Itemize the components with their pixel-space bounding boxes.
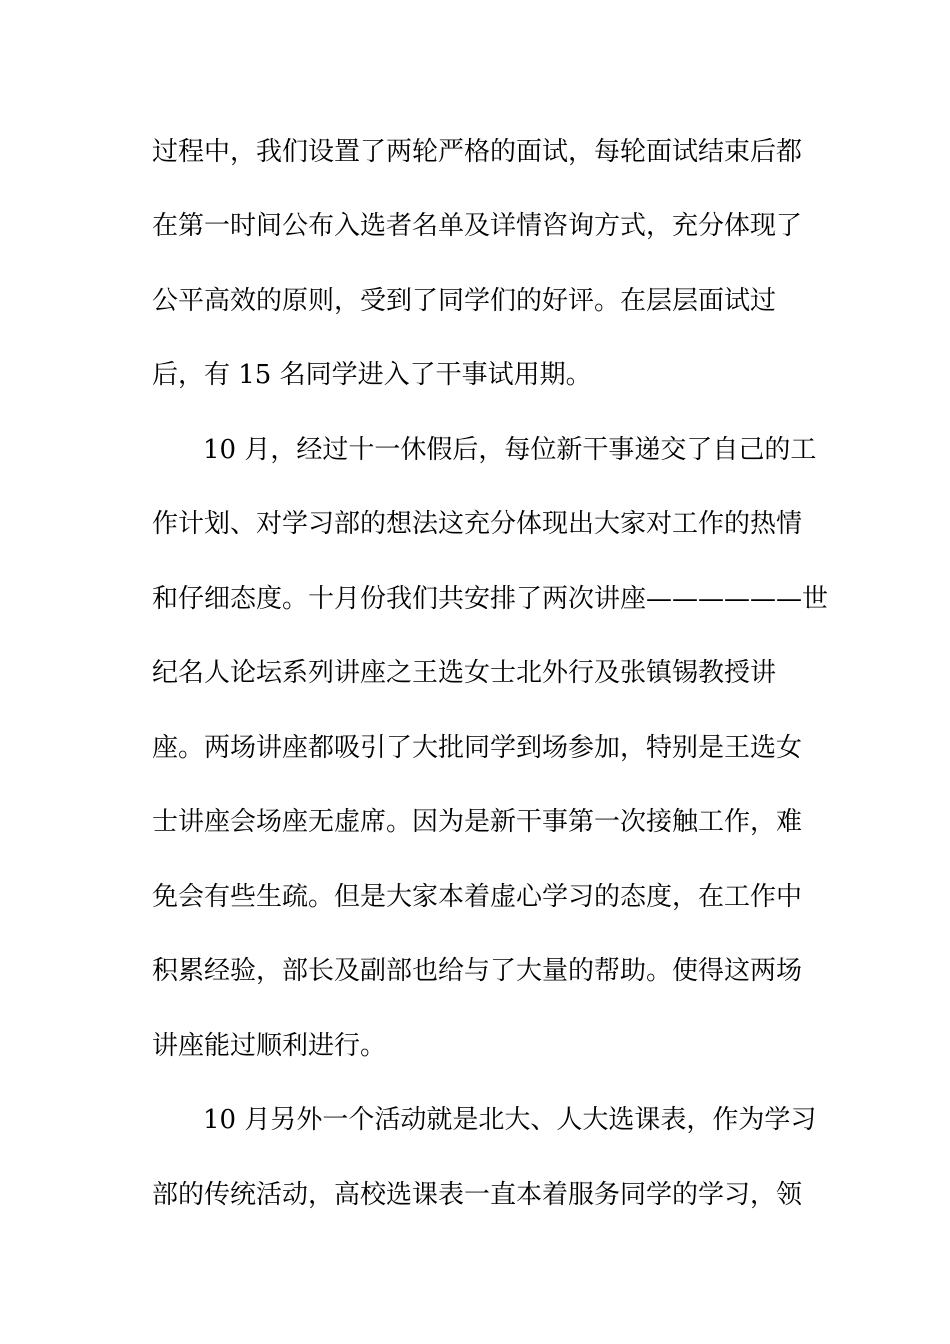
text-line: 座。两场讲座都吸引了大批同学到场参加，特别是王选女 bbox=[152, 733, 803, 763]
text-line: 和仔细态度。十月份我们共安排了两次讲座——————世 bbox=[152, 584, 829, 614]
text-line: 过程中，我们设置了两轮严格的面试，每轮面试结束后都 bbox=[152, 137, 803, 167]
text-line: 积累经验，部长及副部也给与了大量的帮助。使得这两场 bbox=[152, 956, 803, 986]
paragraph-first-line: 10 月另外一个活动就是北大、人大选课表，作为学习 bbox=[203, 1105, 817, 1135]
text-line: 纪名人论坛系列讲座之王选女士北外行及张镇锡教授讲 bbox=[152, 658, 777, 688]
text-line: 免会有些生疏。但是大家本着虚心学习的态度，在工作中 bbox=[152, 882, 803, 912]
paragraph-first-line: 10 月，经过十一休假后，每位新干事递交了自己的工 bbox=[203, 435, 817, 465]
text-line: 后，有 15 名同学进入了干事试用期。 bbox=[152, 360, 592, 390]
text-line: 在第一时间公布入选者名单及详情咨询方式，充分体现了 bbox=[152, 211, 803, 241]
text-line: 讲座能过顺利进行。 bbox=[152, 1031, 387, 1061]
text-line: 部的传统活动，高校选课表一直本着服务同学的学习，领 bbox=[152, 1180, 803, 1210]
text-line: 作计划、对学习部的想法这充分体现出大家对工作的热情 bbox=[152, 509, 803, 539]
text-line: 士讲座会场座无虚席。因为是新干事第一次接触工作，难 bbox=[152, 807, 803, 837]
text-line: 公平高效的原则，受到了同学们的好评。在层层面试过 bbox=[152, 286, 777, 316]
